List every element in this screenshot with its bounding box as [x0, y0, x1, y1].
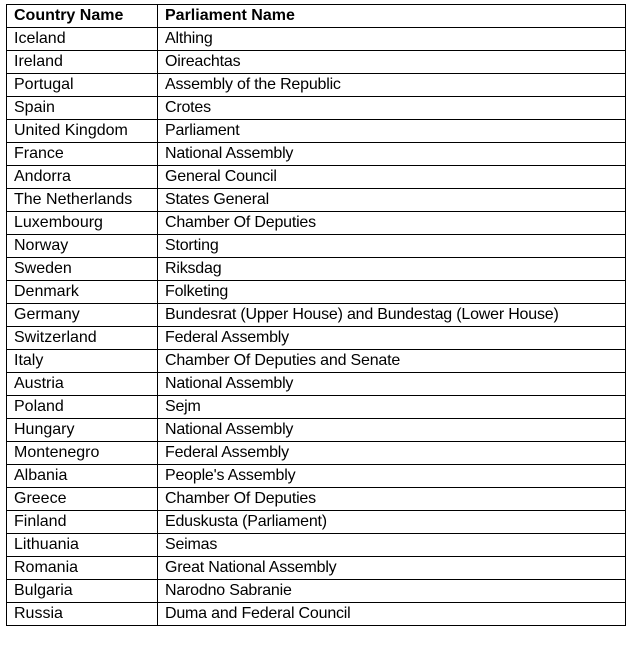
country-cell: Germany — [7, 304, 158, 327]
country-cell: Sweden — [7, 258, 158, 281]
country-cell: Montenegro — [7, 442, 158, 465]
country-cell: Italy — [7, 350, 158, 373]
parliament-cell: Assembly of the Republic — [158, 74, 626, 97]
parliament-table-container — [6, 4, 626, 626]
parliament-cell: General Council — [158, 166, 626, 189]
country-cell: Finland — [7, 511, 158, 534]
parliament-cell: Oireachtas — [158, 51, 626, 74]
table-row — [7, 373, 626, 396]
country-cell: Norway — [7, 235, 158, 258]
country-cell: Ireland — [7, 51, 158, 74]
country-cell: Poland — [7, 396, 158, 419]
table-row — [7, 143, 626, 166]
table-row — [7, 74, 626, 97]
country-cell: Greece — [7, 488, 158, 511]
parliament-table — [6, 4, 626, 626]
country-cell: Andorra — [7, 166, 158, 189]
parliament-cell: Sejm — [158, 396, 626, 419]
parliament-cell: National Assembly — [158, 373, 626, 396]
parliament-cell: National Assembly — [158, 419, 626, 442]
parliament-cell: Duma and Federal Council — [158, 603, 626, 626]
country-cell: Luxembourg — [7, 212, 158, 235]
table-body — [7, 28, 626, 626]
table-row — [7, 189, 626, 212]
country-cell: Spain — [7, 97, 158, 120]
table-row — [7, 603, 626, 626]
country-cell: Romania — [7, 557, 158, 580]
country-cell: Denmark — [7, 281, 158, 304]
table-row — [7, 557, 626, 580]
country-cell: France — [7, 143, 158, 166]
column-header-country: Country Name — [7, 5, 158, 28]
parliament-cell: Chamber Of Deputies — [158, 212, 626, 235]
table-row — [7, 350, 626, 373]
parliament-cell: Seimas — [158, 534, 626, 557]
parliament-cell: Folketing — [158, 281, 626, 304]
table-row — [7, 327, 626, 350]
table-row — [7, 51, 626, 74]
parliament-cell: Chamber Of Deputies and Senate — [158, 350, 626, 373]
table-row — [7, 235, 626, 258]
table-row — [7, 281, 626, 304]
table-row — [7, 28, 626, 51]
table-row — [7, 304, 626, 327]
parliament-cell: Eduskusta (Parliament) — [158, 511, 626, 534]
table-row — [7, 212, 626, 235]
parliament-cell: Narodno Sabranie — [158, 580, 626, 603]
country-cell: Russia — [7, 603, 158, 626]
parliament-cell: States General — [158, 189, 626, 212]
parliament-cell: Crotes — [158, 97, 626, 120]
parliament-cell: National Assembly — [158, 143, 626, 166]
country-cell: Albania — [7, 465, 158, 488]
parliament-cell: Althing — [158, 28, 626, 51]
country-cell: Switzerland — [7, 327, 158, 350]
parliament-cell: Storting — [158, 235, 626, 258]
table-row — [7, 396, 626, 419]
parliament-cell: Riksdag — [158, 258, 626, 281]
table-row — [7, 419, 626, 442]
parliament-cell: Bundesrat (Upper House) and Bundestag (Lower House) — [158, 304, 626, 327]
table-row — [7, 442, 626, 465]
country-cell: Lithuania — [7, 534, 158, 557]
table-header-row — [7, 5, 626, 28]
table-row — [7, 97, 626, 120]
country-cell: Hungary — [7, 419, 158, 442]
country-cell: The Netherlands — [7, 189, 158, 212]
country-cell: Austria — [7, 373, 158, 396]
table-row — [7, 488, 626, 511]
country-cell: United Kingdom — [7, 120, 158, 143]
country-cell: Bulgaria — [7, 580, 158, 603]
country-cell: Portugal — [7, 74, 158, 97]
country-cell: Iceland — [7, 28, 158, 51]
table-row — [7, 258, 626, 281]
parliament-cell: Great National Assembly — [158, 557, 626, 580]
table-row — [7, 534, 626, 557]
table-row — [7, 511, 626, 534]
parliament-cell: Federal Assembly — [158, 327, 626, 350]
parliament-cell: People's Assembly — [158, 465, 626, 488]
table-row — [7, 120, 626, 143]
column-header-parliament: Parliament Name — [158, 5, 626, 28]
parliament-cell: Chamber Of Deputies — [158, 488, 626, 511]
table-row — [7, 580, 626, 603]
parliament-cell: Federal Assembly — [158, 442, 626, 465]
table-row — [7, 465, 626, 488]
table-row — [7, 166, 626, 189]
parliament-cell: Parliament — [158, 120, 626, 143]
